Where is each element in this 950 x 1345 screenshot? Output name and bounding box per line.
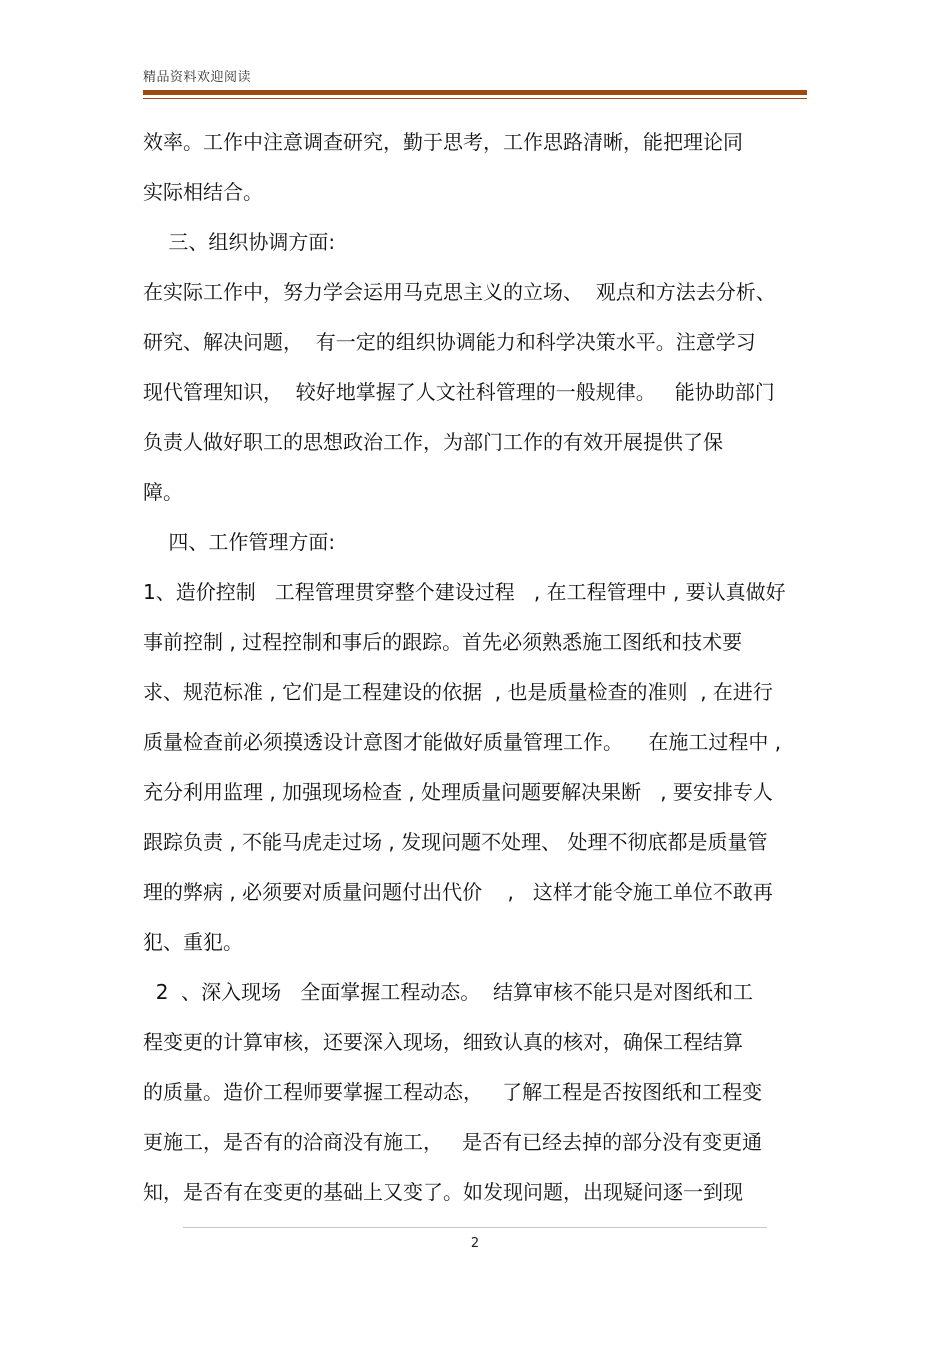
body-line: 负责人做好职工的思想政治工作，为部门工作的有效开展提供了保 <box>143 430 723 454</box>
body-line: 更施工，是否有的洽商没有施工， 是否有已经去掉的部分没有变更通 <box>143 1130 763 1154</box>
body-line: 理的弊病 , 必须要对质量问题付出代价 , 这样才能令施工单位不敢再 <box>143 880 773 904</box>
footer-divider <box>183 1227 767 1228</box>
body-line: 障。 <box>143 480 183 504</box>
page-number: 2 <box>470 1236 480 1251</box>
section-heading: 四、工作管理方面: <box>143 530 336 554</box>
body-line: 的质量。造价工程师要掌握工程动态， 了解工程是否按图纸和工程变 <box>143 1080 763 1104</box>
section-heading: 三、组织协调方面: <box>143 230 336 254</box>
body-line: 程变更的计算审核，还要深入现场，细致认真的核对，确保工程结算 <box>143 1030 743 1054</box>
body-line: 犯、重犯。 <box>143 930 243 954</box>
body-line: 知，是否有在变更的基础上又变了。如发现问题，出现疑问逐一到现 <box>143 1180 743 1204</box>
body-line: 事前控制 , 过程控制和事后的跟踪。首先必须熟悉施工图纸和技术要 <box>143 630 743 654</box>
body-line: 1、造价控制 工程管理贯穿整个建设过程 , 在工程管理中 , 要认真做好 <box>143 580 786 604</box>
body-line: 效率。工作中注意调查研究，勤于思考，工作思路清晰，能把理论同 <box>143 130 743 154</box>
body-line: 现代管理知识， 较好地掌握了人文社科管理的一般规律。 能协助部门 <box>143 380 775 404</box>
body-line: 实际相结合。 <box>143 180 263 204</box>
body-line: 求、规范标准 , 它们是工程建设的依据 , 也是质量检查的准则 , 在进行 <box>143 680 773 704</box>
body-line: 2 、深入现场 全面掌握工程动态。 结算审核不能只是对图纸和工 <box>143 980 753 1004</box>
body-line: 跟踪负责 , 不能马虎走过场 , 发现问题不处理、 处理不彻底都是质量管 <box>143 830 768 854</box>
header-divider-thick <box>143 90 807 95</box>
header-divider-thin <box>143 98 807 99</box>
body-line: 质量检查前必须摸透设计意图才能做好质量管理工作。 在施工过程中 , <box>143 730 782 754</box>
body-line: 充分利用监理 , 加强现场检查 , 处理质量问题要解决果断 , 要安排专人 <box>143 780 773 804</box>
header-title: 精品资料欢迎阅读 <box>143 70 252 85</box>
body-line: 研究、解决问题， 有一定的组织协调能力和科学决策水平。注意学习 <box>143 330 756 354</box>
body-line: 在实际工作中，努力学会运用马克思主义的立场、 观点和方法去分析、 <box>143 280 776 304</box>
